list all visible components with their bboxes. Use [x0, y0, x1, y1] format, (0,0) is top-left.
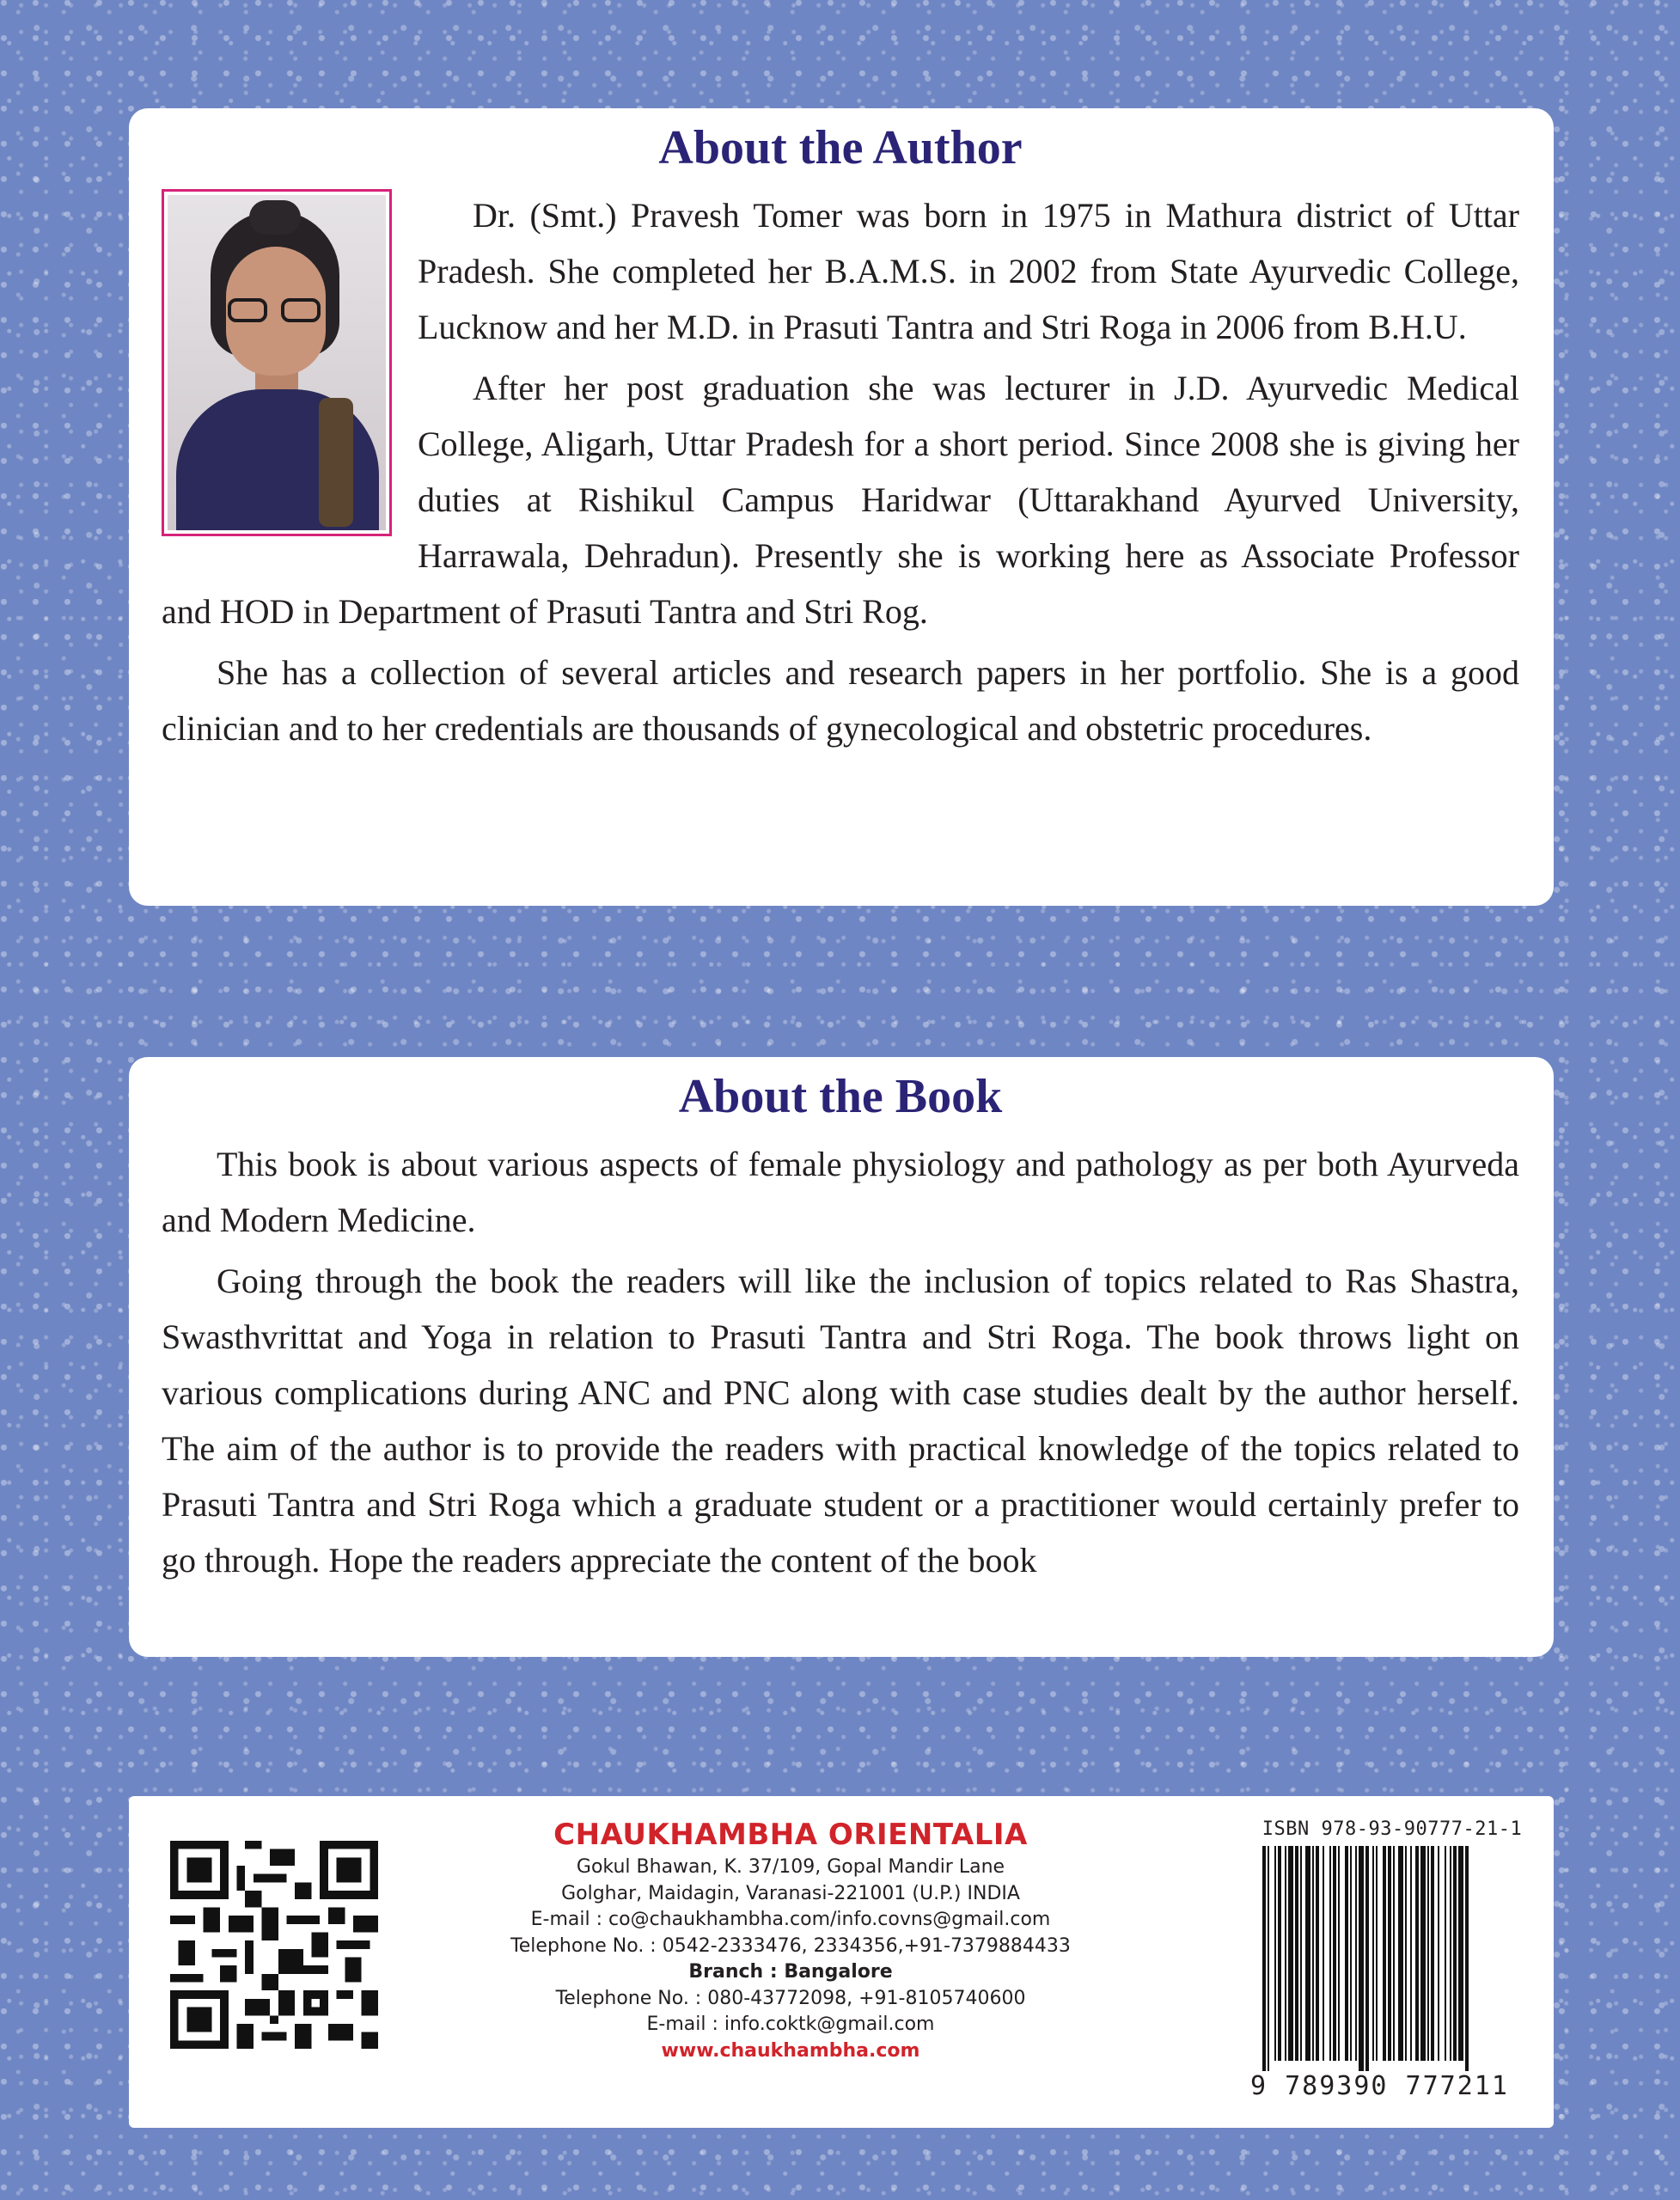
- barcode-bar: [1458, 1846, 1463, 2061]
- barcode-bar: [1365, 1846, 1369, 2071]
- about-author-text: [162, 187, 1519, 756]
- barcode-bar: [1329, 1846, 1331, 2061]
- barcode-bar: [1316, 1846, 1319, 2061]
- publisher-address-line-2: Golghar, Maidagin, Varanasi-221001 (U.P.) INDIA: [561, 1882, 1020, 1904]
- branch-email: E-mail : info.coktk@gmail.com: [646, 2014, 935, 2035]
- barcode-bar: [1355, 1846, 1357, 2061]
- barcode-bar: [1420, 1846, 1426, 2061]
- about-book-text: [162, 1136, 1519, 1588]
- barcode-bar: [1288, 1846, 1293, 2061]
- author-paragraph-3: She has a collection of several articles and research papers in her portfolio. She is a good clinician and to her credentials are thousands of gynecological and obstetric procedures.: [162, 653, 1519, 748]
- isbn-digits: 9 789390 777211: [1250, 2071, 1509, 2101]
- barcode-bar: [1345, 1846, 1348, 2061]
- qr-code-icon: [170, 1841, 378, 2049]
- about-author-heading: About the Author: [658, 121, 1023, 174]
- barcode-bar: [1453, 1846, 1457, 2061]
- book-paragraph-1: This book is about various aspects of female physiology and pathology as per both Ayurveda and Modern Medicine.: [162, 1145, 1519, 1239]
- barcode-bar: [1438, 1846, 1439, 2061]
- barcode-bar: [1415, 1846, 1419, 2061]
- publisher-email: E-mail : co@chaukhambha.com/info.covns@gmail.com: [530, 1909, 1051, 1930]
- publisher-footer: [129, 1796, 1554, 2128]
- barcode-bar: [1431, 1846, 1434, 2061]
- barcode-bar: [1465, 1846, 1469, 2071]
- barcode-bar: [1405, 1846, 1407, 2061]
- barcode-bar: [1350, 1846, 1352, 2061]
- barcode-bar: [1323, 1846, 1324, 2061]
- barcode-bar: [1268, 1846, 1269, 2071]
- barcode-bar: [1445, 1846, 1446, 2061]
- barcode-bar: [1393, 1846, 1395, 2061]
- author-paragraph-1: Dr. (Smt.) Pravesh Tomer was born in 1975 in Mathura district of Uttar Pradesh. She completed her B.A.M.S. in 2002 from State Ayurvedic College, Lucknow and her M.D. in Prasuti Tantra and Stri Roga in 2006 from B.H.U.: [418, 196, 1519, 346]
- barcode-bar: [1372, 1846, 1374, 2061]
- about-book-heading: About the Book: [678, 1070, 1003, 1123]
- barcode-bar: [1278, 1846, 1281, 2061]
- barcode-bar: [1427, 1846, 1429, 2061]
- publisher-name: CHAUKHAMBHA ORIENTALIA: [553, 1818, 1028, 1852]
- barcode-bar: [1285, 1846, 1286, 2061]
- barcode-bar: [1300, 1846, 1302, 2061]
- barcode-bar: [1359, 1846, 1364, 2071]
- isbn-barcode: [1250, 1818, 1534, 2111]
- barcode-bar: [1376, 1846, 1378, 2061]
- author-paragraph-2: After her post graduation she was lecturer in J.D. Ayurvedic Medical College, Aligarh, Uttar Pradesh for a short period. Since 2008 she is giving her duties at Rishikul Campus Haridwar (Uttarakhand Ayurved University, Harrawala, Dehradun). Presently she is working here as Associate Professor and HOD in Department of Prasuti Tantra and Stri Rog.: [162, 369, 1519, 631]
- publisher-address-line-1: Gokul Bhawan, K. 37/109, Gopal Mandir Lane: [576, 1856, 1005, 1878]
- book-paragraph-2: Going through the book the readers will like the inclusion of topics related to Ras Shastra, Swasthvrittat and Yoga in relation to Prasuti Tantra and Stri Roga. The book throws light on various complications during ANC and PNC along with case studies dealt by the author herself. The aim of the author is to provide the readers with practical knowledge of the topics related to Prasuti Tantra and Stri Roga which a graduate student or a practitioner would certainly prefer to go through. Hope the readers appreciate the content of the book: [162, 1262, 1519, 1580]
- barcode-bar: [1262, 1846, 1266, 2071]
- barcode-bar: [1312, 1846, 1314, 2061]
- barcode-bar: [1410, 1846, 1412, 2061]
- barcode-bar: [1388, 1846, 1391, 2061]
- about-book-panel: [129, 1057, 1554, 1657]
- barcode-icon: [1250, 1846, 1534, 2078]
- barcode-bar: [1305, 1846, 1310, 2061]
- about-author-panel: [129, 108, 1554, 906]
- branch-telephone: Telephone No. : 080-43772098, +91-8105740600: [555, 1987, 1026, 2009]
- barcode-bar: [1274, 1846, 1276, 2061]
- isbn-label: ISBN 978-93-90777-21-1: [1262, 1818, 1523, 1840]
- branch-label: Branch : Bangalore: [688, 1961, 893, 1983]
- publisher-website: www.chaukhambha.com: [661, 2039, 920, 2062]
- barcode-bar: [1450, 1846, 1451, 2061]
- barcode-bar: [1295, 1846, 1298, 2061]
- barcode-bar: [1338, 1846, 1340, 2061]
- author-portrait-image: [168, 195, 386, 530]
- barcode-bar: [1333, 1846, 1336, 2061]
- barcode-bar: [1383, 1846, 1386, 2061]
- publisher-details: [490, 1815, 1091, 2064]
- author-photo: [162, 189, 392, 536]
- barcode-bar: [1398, 1846, 1403, 2061]
- publisher-telephone: Telephone No. : 0542-2333476, 2334356,+91-7379884433: [510, 1934, 1071, 1957]
